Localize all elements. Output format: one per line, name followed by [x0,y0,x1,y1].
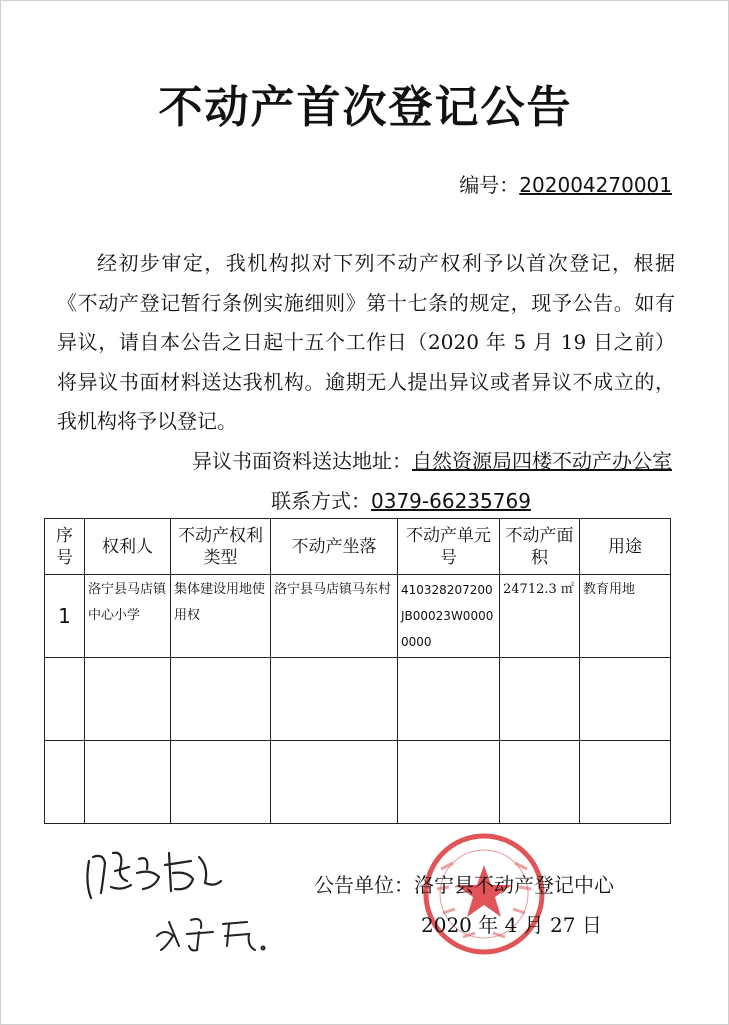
cell-area [500,741,580,824]
announcement-paragraph: 经初步审定，我机构拟对下列不动产权利予以首次登记，根据《不动产登记暂行条例实施细则》第十七条的规定，现予公告。如有异议，请自本公告之日起十五个工作日（2020 年 5 月 19 日之前）将异议书面材料送达我机构。逾期无人提出异议或者异议不成立的，我机构将予以登记。 [57,251,675,433]
approval-signature [81,843,231,903]
cell-seq: 1 [45,575,85,658]
cell-holder [85,658,171,741]
contact-phone: 0379-66235769 [371,489,531,513]
announcement-body [57,244,675,442]
cell-use [580,741,671,824]
issue-date: 2020 年 4 月 27 日 [421,913,602,937]
cell-right-type [171,658,271,741]
cell-location [271,741,398,824]
page-title: 不动产首次登记公告 [158,82,573,133]
cell-area [500,658,580,741]
issuer [314,869,614,898]
table-header-row [45,519,671,575]
handwritten-signature [151,906,271,956]
cell-area: 24712.3 ㎡ [500,575,580,658]
cell-holder [85,741,171,824]
registration-table [44,518,671,824]
header-area: 不动产面积 [500,519,580,575]
cell-unit-no [398,741,500,824]
cell-holder: 洛宁县马店镇中心小学 [85,575,171,658]
cell-use [580,658,671,741]
cell-seq [45,658,85,741]
contact-info [271,485,531,514]
header-right-type: 不动产权利类型 [171,519,271,575]
objection-address-value: 自然资源局四楼不动产办公室 [412,449,672,473]
objection-address-label: 异议书面资料送达地址： [192,449,412,473]
header-location: 不动产坐落 [271,519,398,575]
header-unit-no: 不动产单元号 [398,519,500,575]
cell-unit-no [398,658,500,741]
contact-label: 联系方式： [271,489,371,513]
cell-right-type: 集体建设用地使用权 [171,575,271,658]
header-seq: 序号 [45,519,85,575]
document-number [459,169,672,198]
objection-address [192,445,672,474]
table-row [45,575,671,658]
cell-use: 教育用地 [580,575,671,658]
cell-location [271,658,398,741]
document-number-value: 202004270001 [519,173,672,197]
document-number-label: 编号： [459,173,520,197]
table-row [45,658,671,741]
table-row [45,741,671,824]
header-holder: 权利人 [85,519,171,575]
header-use: 用途 [580,519,671,575]
cell-right-type [171,741,271,824]
cell-location: 洛宁县马店镇马东村 [271,575,398,658]
issuer-label: 公告单位： [314,873,414,897]
cell-unit-no: 410328207200JB00023W00000000 [398,575,500,658]
cell-seq [45,741,85,824]
issuer-name: 洛宁县不动产登记中心 [414,873,614,897]
